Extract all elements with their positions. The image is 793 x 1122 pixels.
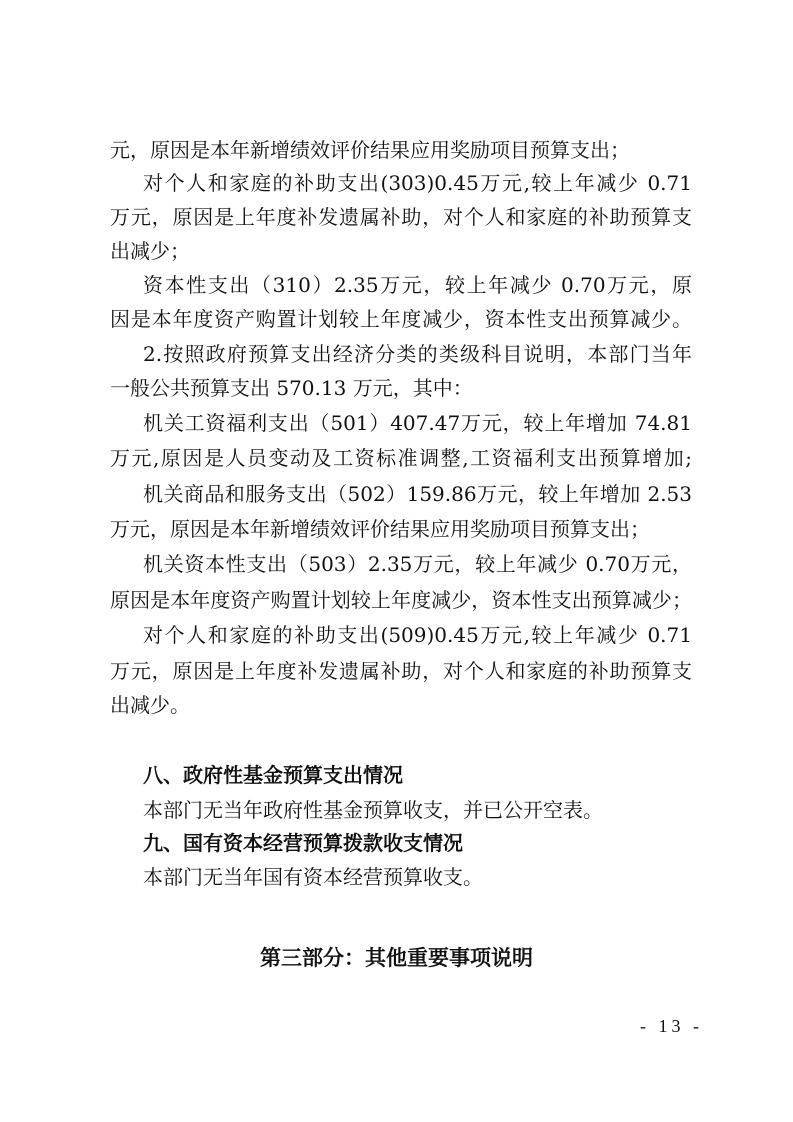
- page-number: - 13 -: [640, 1016, 703, 1036]
- text-line: 万元，原因是上年度补发遗属补助，对个人和家庭的补助预算支: [110, 205, 692, 229]
- text-line: 因是本年度资产购置计划较上年度减少，资本性支出预算减少。: [110, 307, 692, 331]
- text-line: 元，原因是本年新增绩效评价结果应用奖励项目预算支出；: [110, 138, 630, 162]
- text-line: 万元，原因是上年度补发遗属补助，对个人和家庭的补助预算支: [110, 659, 692, 683]
- text-line: 对个人和家庭的补助支出(509)0.45万元,较上年减少 0.71: [143, 623, 692, 647]
- text-line: 资本性支出（310）2.35万元，较上年减少 0.70万元，原: [143, 273, 692, 297]
- text-line: 一般公共预算支出 570.13 万元，其中：: [110, 376, 473, 400]
- text-line: 对个人和家庭的补助支出(303)0.45万元,较上年减少 0.71: [143, 171, 692, 195]
- text-line: 出减少。: [110, 693, 190, 717]
- text-line: 2.按照政府预算支出经济分类的类级科目说明，本部门当年: [143, 342, 692, 366]
- text-line: 出减少；: [110, 239, 190, 263]
- text-line: 机关资本性支出（503）2.35万元，较上年减少 0.70万元，: [143, 552, 692, 576]
- text-line: 万元，原因是本年新增绩效评价结果应用奖励项目预算支出；: [110, 517, 650, 541]
- section-title: 第三部分：其他重要事项说明: [260, 945, 533, 970]
- text-line: 本部门无当年政府性基金预算收支，并已公开空表。: [143, 798, 603, 822]
- section-heading: 八、政府性基金预算支出情况: [143, 763, 403, 787]
- text-line: 万元,原因是人员变动及工资标准调整,工资福利支出预算增加;: [110, 446, 692, 470]
- text-line: 机关商品和服务支出（502）159.86万元，较上年增加 2.53: [143, 482, 692, 506]
- text-line: 本部门无当年国有资本经营预算收支。: [143, 865, 483, 889]
- text-line: 机关工资福利支出（501）407.47万元，较上年增加 74.81: [143, 411, 692, 435]
- text-line: 原因是本年度资产购置计划较上年度减少，资本性支出预算减少；: [110, 588, 692, 612]
- section-heading: 九、国有资本经营预算拨款收支情况: [143, 831, 463, 855]
